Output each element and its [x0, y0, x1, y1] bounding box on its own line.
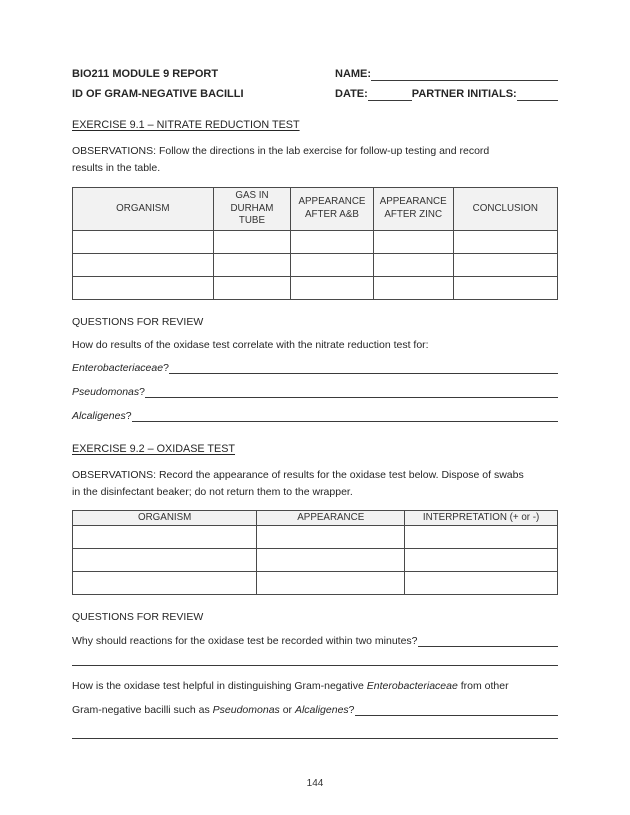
header-row-2	[72, 84, 558, 104]
table-cell	[405, 572, 558, 595]
date-field-row	[335, 84, 558, 104]
question-mark: ?	[139, 385, 145, 398]
report-title: BIO211 MODULE 9 REPORT	[72, 68, 219, 80]
table-cell	[291, 276, 373, 299]
column-header-organism: ORGANISM	[73, 510, 257, 526]
column-header-gas-in-durham-tube: GAS IN DURHAM TUBE	[213, 188, 291, 231]
table-cell	[453, 253, 557, 276]
question-intro: How do results of the oxidase test correlate with the nitrate reduction test for:	[72, 338, 429, 351]
answer-blank	[145, 385, 558, 398]
table-row	[73, 253, 558, 276]
column-header-interpretation: INTERPRETATION (+ or -)	[405, 510, 558, 526]
table-cell	[257, 526, 405, 549]
name-label: NAME:	[335, 68, 372, 80]
table-row	[73, 572, 558, 595]
name-field-row	[335, 64, 558, 84]
page-number: 144	[306, 778, 324, 789]
table-cell	[73, 526, 257, 549]
organism-question-row	[72, 361, 558, 376]
table-cell	[213, 276, 291, 299]
table-cell	[73, 230, 214, 253]
table-cell	[257, 549, 405, 572]
table-cell	[257, 572, 405, 595]
answer-blank	[418, 634, 558, 647]
column-header-organism: ORGANISM	[73, 188, 214, 231]
question-row	[72, 703, 558, 718]
table-row	[73, 526, 558, 549]
table-cell	[73, 572, 257, 595]
column-header-appearance: APPEARANCE	[257, 510, 405, 526]
question-mark: ?	[163, 361, 169, 374]
table-cell	[373, 276, 453, 299]
table-header-row	[73, 188, 558, 231]
observations-line: OBSERVATIONS: Follow the directions in the lab exercise for follow-up testing and record	[72, 145, 490, 157]
observations-line: results in the table.	[72, 162, 161, 174]
name-blank	[371, 64, 558, 81]
answer-blank	[355, 703, 558, 716]
answer-blank	[132, 409, 558, 422]
report-subtitle: ID OF GRAM-NEGATIVE BACILLI	[72, 88, 244, 100]
column-header-conclusion: CONCLUSION	[453, 188, 557, 231]
organism-name: Alcaligenes	[72, 409, 126, 422]
nitrate-results-table	[72, 187, 558, 300]
column-header-appearance-after-zinc: APPEARANCE AFTER ZINC	[373, 188, 453, 231]
organism-question-row	[72, 409, 558, 424]
table-cell	[373, 230, 453, 253]
partner-initials-label: PARTNER INITIALS:	[411, 88, 517, 100]
organism-name: Enterobacteriaceae	[72, 361, 164, 374]
table-cell	[213, 230, 291, 253]
report-header	[72, 64, 558, 104]
table-header-row	[73, 510, 558, 526]
table-cell	[405, 526, 558, 549]
table-cell	[291, 230, 373, 253]
organism-name: Pseudomonas	[72, 385, 140, 398]
table-cell	[213, 253, 291, 276]
organism-question-row	[72, 385, 558, 400]
table-cell	[291, 253, 373, 276]
header-row-1	[72, 64, 558, 84]
questions-for-review-heading: QUESTIONS FOR REVIEW	[72, 315, 204, 328]
question-mark: ?	[125, 409, 132, 422]
partner-initials-blank	[517, 84, 558, 101]
date-blank	[368, 84, 412, 101]
answer-blank-line	[72, 665, 558, 666]
table-row	[73, 276, 558, 299]
answer-blank	[169, 361, 558, 374]
exercise-9-1-observations	[72, 143, 558, 177]
question-text: Gram-negative bacilli such as Pseudomonas or Alcaligenes?	[72, 704, 355, 716]
table-cell	[73, 276, 214, 299]
questions-for-review-heading: QUESTIONS FOR REVIEW	[72, 611, 204, 623]
question-text: How is the oxidase test helpful in distinguishing Gram-negative Enterobacteriaceae from other	[72, 680, 509, 692]
observations-line: OBSERVATIONS: Record the appearance of results for the oxidase test below. Dispose of swabs	[72, 468, 524, 481]
table-cell	[453, 230, 557, 253]
table-cell	[373, 253, 453, 276]
table-row	[73, 549, 558, 572]
table-row	[73, 230, 558, 253]
oxidase-results-table	[72, 510, 558, 596]
observations-line: in the disinfectant beaker; do not return them to the wrapper.	[72, 485, 353, 498]
table-cell	[73, 549, 257, 572]
table-cell	[453, 276, 557, 299]
exercise-9-1-heading: EXERCISE 9.1 – NITRATE REDUCTION TEST	[72, 119, 300, 131]
question-text: Why should reactions for the oxidase test be recorded within two minutes?	[72, 635, 418, 647]
question-row	[72, 634, 558, 649]
exercise-9-2-observations	[72, 467, 558, 501]
table-cell	[405, 549, 558, 572]
table-cell	[73, 253, 214, 276]
answer-blank-line	[72, 738, 558, 739]
exercise-9-2-heading: EXERCISE 9.2 – OXIDASE TEST	[72, 442, 236, 455]
column-header-appearance-after-ab: APPEARANCE AFTER A&B	[291, 188, 373, 231]
date-label: DATE:	[335, 88, 368, 100]
